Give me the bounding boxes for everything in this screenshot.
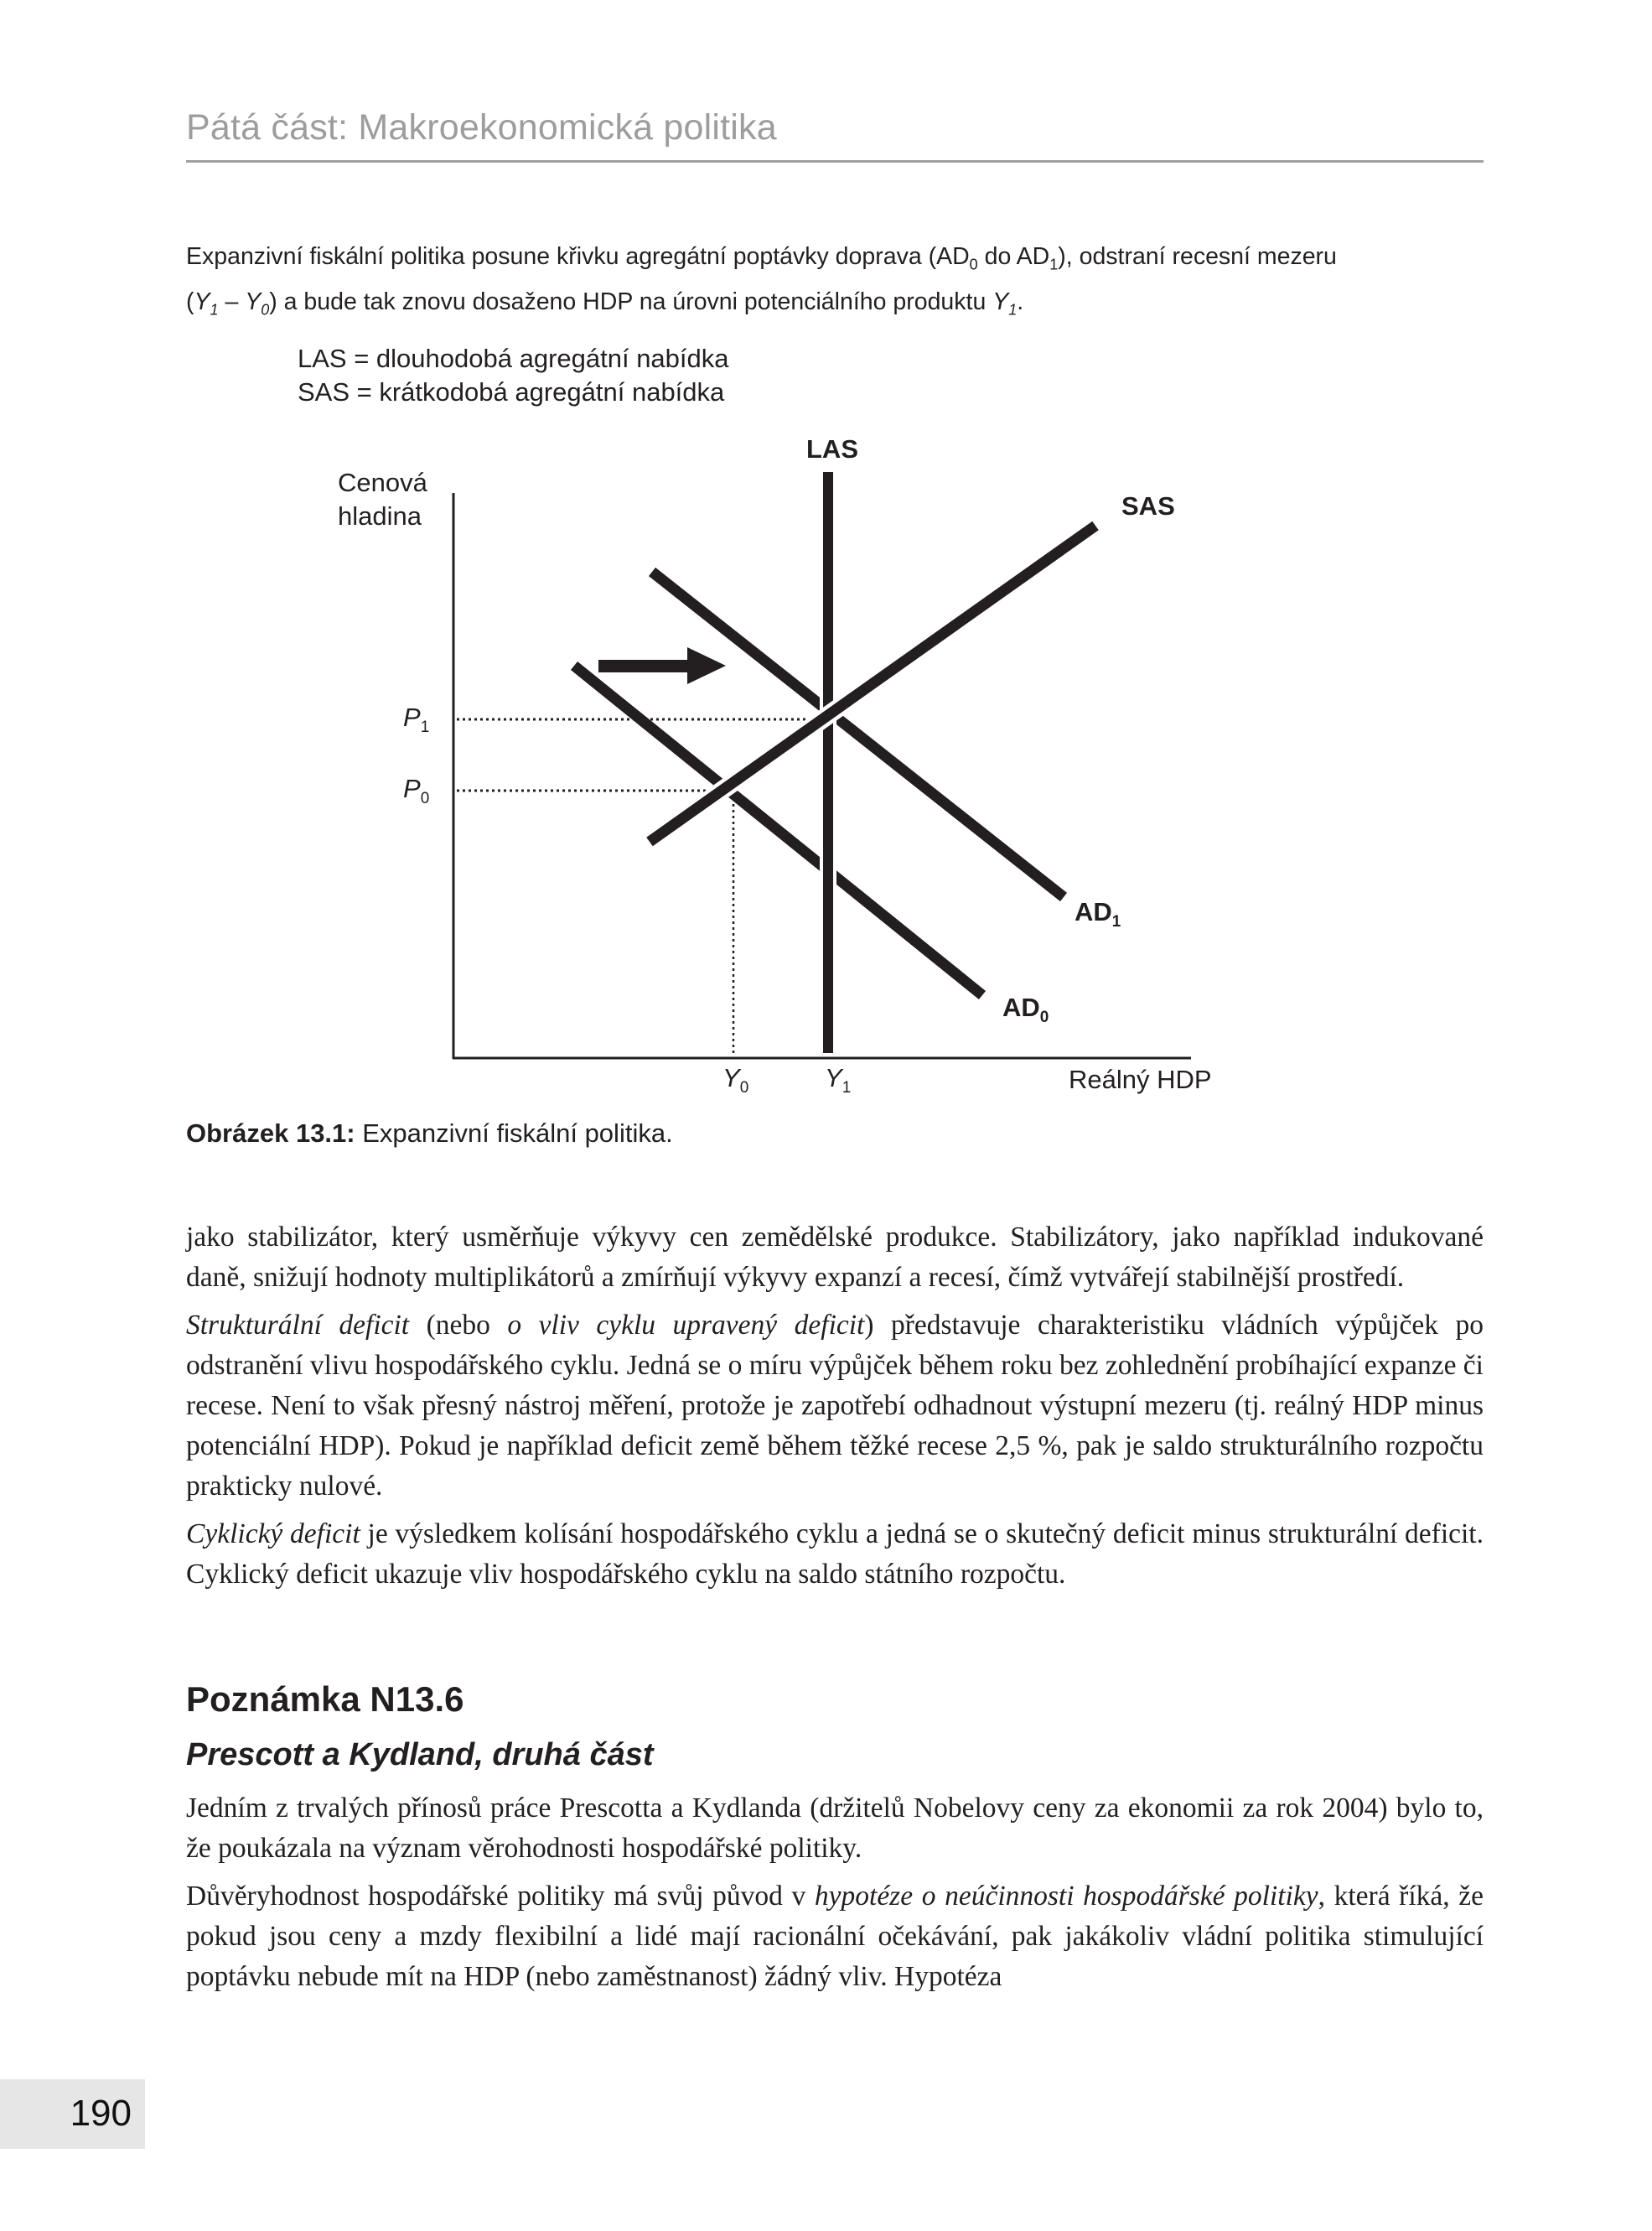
shift-arrow-icon xyxy=(687,647,726,684)
caption-label: Obrázek 13.1: xyxy=(186,1118,355,1148)
tick-p0: $P_0$ xyxy=(403,774,430,808)
note-title: Poznámka N13.6 xyxy=(186,1679,464,1719)
x-axis-label: Reálný HDP xyxy=(1069,1065,1212,1094)
subscript: 1 xyxy=(1049,256,1059,273)
intro-text: ( xyxy=(186,288,194,315)
sas-curve xyxy=(650,526,1095,842)
intro-text: . xyxy=(1017,288,1024,315)
shift-arrow-shaft xyxy=(598,660,691,672)
caption-text: Expanzivní fiskální politika. xyxy=(355,1118,673,1148)
note-subtitle: Prescott a Kydland, druhá část xyxy=(186,1737,654,1772)
intro-text: ), odstraní recesní mezeru xyxy=(1058,243,1337,270)
ad-as-chart xyxy=(0,0,1652,1115)
intro-text: – xyxy=(218,288,246,315)
subscript: 1 xyxy=(1008,301,1018,319)
ad1-curve xyxy=(652,572,1064,897)
paragraph: Jedním z trvalých přínosů práce Prescotta a Kydlanda (držitelů Nobelovy ceny za ekonomii za rok 2004) bylo to, že poukázala na význam věrohodnosti hospodářské politiky. xyxy=(186,1793,1484,1864)
subscript: 1 xyxy=(210,301,219,319)
figure-caption xyxy=(186,1118,673,1149)
label-ad0: $AD_0$ xyxy=(1002,993,1049,1027)
paragraph: jako stabilizátor, který usměrňuje výkyvy cen zemědělské produkce. Stabilizátory, jako například indukované daně, snižují hodnoty multiplikátorů a zmírňují výkyvy expanzí a recesí, čímž vytvářejí stabilnější prostředí. xyxy=(186,1222,1484,1293)
intro-text: ) a bude tak znovu dosaženo HDP na úrovni potenciálního produktu xyxy=(269,288,993,315)
subscript: 0 xyxy=(969,256,978,273)
paragraph: Cyklický deficit je výsledkem kolísání hospodářského cyklu a jedná se o skutečný deficit minus strukturální deficit. Cyklický deficit ukazuje vliv hospodářského cyklu na saldo státního rozpočtu. xyxy=(186,1518,1484,1590)
ad0-curve xyxy=(574,666,982,995)
intro-text: do AD xyxy=(977,243,1050,270)
paragraph: Důvěryhodnost hospodářské politiky má svůj původ v hypotéze o neúčinnosti hospodářské politiky, která říká, že pokud jsou ceny a mzdy flexibilní a lidé mají racionální očekávání, pak jakákoliv vládní politika stimulující poptávku nebude mít na HDP (nebo zaměstnanost) žádný vliv. Hypotéza xyxy=(186,1881,1484,1992)
note-body xyxy=(186,1788,1484,2005)
page-number: 190 xyxy=(70,2093,132,2134)
symbol: Y xyxy=(992,288,1009,315)
tick-y0: $Y_0$ xyxy=(722,1063,749,1097)
legend-las: LAS = dlouhodobá agregátní nabídka xyxy=(298,344,729,373)
tick-y1: $Y_1$ xyxy=(825,1063,852,1097)
label-las: LAS xyxy=(806,434,858,464)
subscript: 0 xyxy=(261,301,270,319)
page-number-box xyxy=(0,2079,145,2149)
intro-text: Expanzivní fiskální politika posune křivku agregátní poptávky doprava (AD xyxy=(186,243,970,270)
running-head: Pátá část: Makroekonomická politika xyxy=(186,107,777,148)
symbol: Y xyxy=(245,288,262,315)
tick-p1: $P_1$ xyxy=(403,703,430,737)
label-sas: SAS xyxy=(1121,491,1175,521)
body-section xyxy=(186,1217,1484,1602)
y-axis-label: Cenová hladina xyxy=(338,468,427,531)
paragraph: Strukturální deficit (nebo o vliv cyklu upravený deficit) představuje charakteristiku vládních výpůjček po odstranění vlivu hospodářského cyklu. Jedná se o míru výpůjček během roku bez zohlednění probíhající expanze či recese. Není to však přesný nástroj měření, protože je zapotřebí odhadnout výstupní mezeru (tj. reálný HDP minus potenciální HDP). Pokud je například deficit země během těžké recese 2,5 %, pak je saldo strukturálního rozpočtu prakticky nulové. xyxy=(186,1310,1484,1502)
legend-sas: SAS = krátkodobá agregátní nabídka xyxy=(298,377,725,407)
symbol: Y xyxy=(194,288,210,315)
label-ad1: $AD_1$ xyxy=(1075,897,1121,931)
